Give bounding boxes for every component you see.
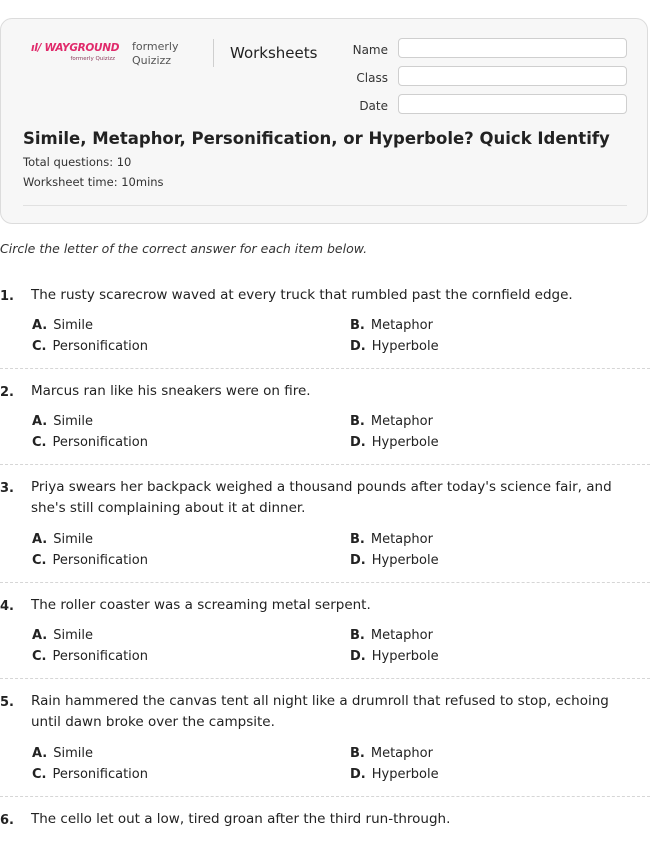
option-c[interactable]: C. Personification <box>32 553 148 568</box>
question-separator <box>0 582 650 583</box>
name-field[interactable] <box>398 38 627 58</box>
question-text: The cello let out a low, tired groan after the third run-through. <box>31 811 451 827</box>
question-text: Rain hammered the canvas tent all night like a drumroll that refused to stop, echoing until dawn broke over the campsite. <box>31 693 609 730</box>
instructions: Circle the letter of the correct answer for each item below. <box>0 241 368 256</box>
header-divider <box>213 39 214 67</box>
option-d[interactable]: D. Hyperbole <box>350 339 439 354</box>
worksheet-title: Simile, Metaphor, Personification, or Hyperbole? Quick Identify <box>23 129 610 148</box>
option-a[interactable]: A. Simile <box>32 532 93 547</box>
option-d[interactable]: D. Hyperbole <box>350 435 439 450</box>
option-a[interactable]: A. Simile <box>32 318 93 333</box>
class-field[interactable] <box>398 66 627 86</box>
logo-subtext: formerly Quizizz <box>70 56 115 62</box>
date-label: Date <box>359 99 388 113</box>
option-b[interactable]: B. Metaphor <box>350 318 433 333</box>
question-separator <box>0 678 650 679</box>
question-number: 5. <box>0 695 14 710</box>
question-number: 6. <box>0 813 14 828</box>
question-number: 1. <box>0 289 14 304</box>
question-text: Priya swears her backpack weighed a thousand pounds after today's science fair, and she's still complaining about it at dinner. <box>31 479 612 516</box>
question-separator <box>0 368 650 369</box>
option-a[interactable]: A. Simile <box>32 414 93 429</box>
question-text: The roller coaster was a screaming metal serpent. <box>31 597 371 613</box>
option-c[interactable]: C. Personification <box>32 339 148 354</box>
card-divider <box>23 205 627 206</box>
worksheets-label: Worksheets <box>230 44 318 62</box>
option-a[interactable]: A. Simile <box>32 746 93 761</box>
option-d[interactable]: D. Hyperbole <box>350 553 439 568</box>
question-number: 2. <box>0 385 14 400</box>
class-label: Class <box>356 71 388 85</box>
worksheet-time: Worksheet time: 10mins <box>23 175 164 189</box>
question-text: Marcus ran like his sneakers were on fire. <box>31 383 311 399</box>
option-b[interactable]: B. Metaphor <box>350 532 433 547</box>
formerly-quizizz-text: formerly Quizizz <box>132 40 179 67</box>
option-d[interactable]: D. Hyperbole <box>350 649 439 664</box>
logo-bars-icon: ıl/ <box>31 42 45 54</box>
question-separator <box>0 464 650 465</box>
option-b[interactable]: B. Metaphor <box>350 414 433 429</box>
question-text: The rusty scarecrow waved at every truck that rumbled past the cornfield edge. <box>31 287 573 303</box>
date-field[interactable] <box>398 94 627 114</box>
option-b[interactable]: B. Metaphor <box>350 628 433 643</box>
worksheet-header-card <box>0 18 648 224</box>
wayground-logo <box>31 42 119 62</box>
question-separator <box>0 796 650 797</box>
question-number: 3. <box>0 481 14 496</box>
option-d[interactable]: D. Hyperbole <box>350 767 439 782</box>
option-c[interactable]: C. Personification <box>32 649 148 664</box>
option-c[interactable]: C. Personification <box>32 435 148 450</box>
total-questions: Total questions: 10 <box>23 155 132 169</box>
question-number: 4. <box>0 599 14 614</box>
logo-wordmark: ıl/ WAYGROUND <box>31 42 120 54</box>
name-label: Name <box>352 43 388 57</box>
option-b[interactable]: B. Metaphor <box>350 746 433 761</box>
option-a[interactable]: A. Simile <box>32 628 93 643</box>
option-c[interactable]: C. Personification <box>32 767 148 782</box>
